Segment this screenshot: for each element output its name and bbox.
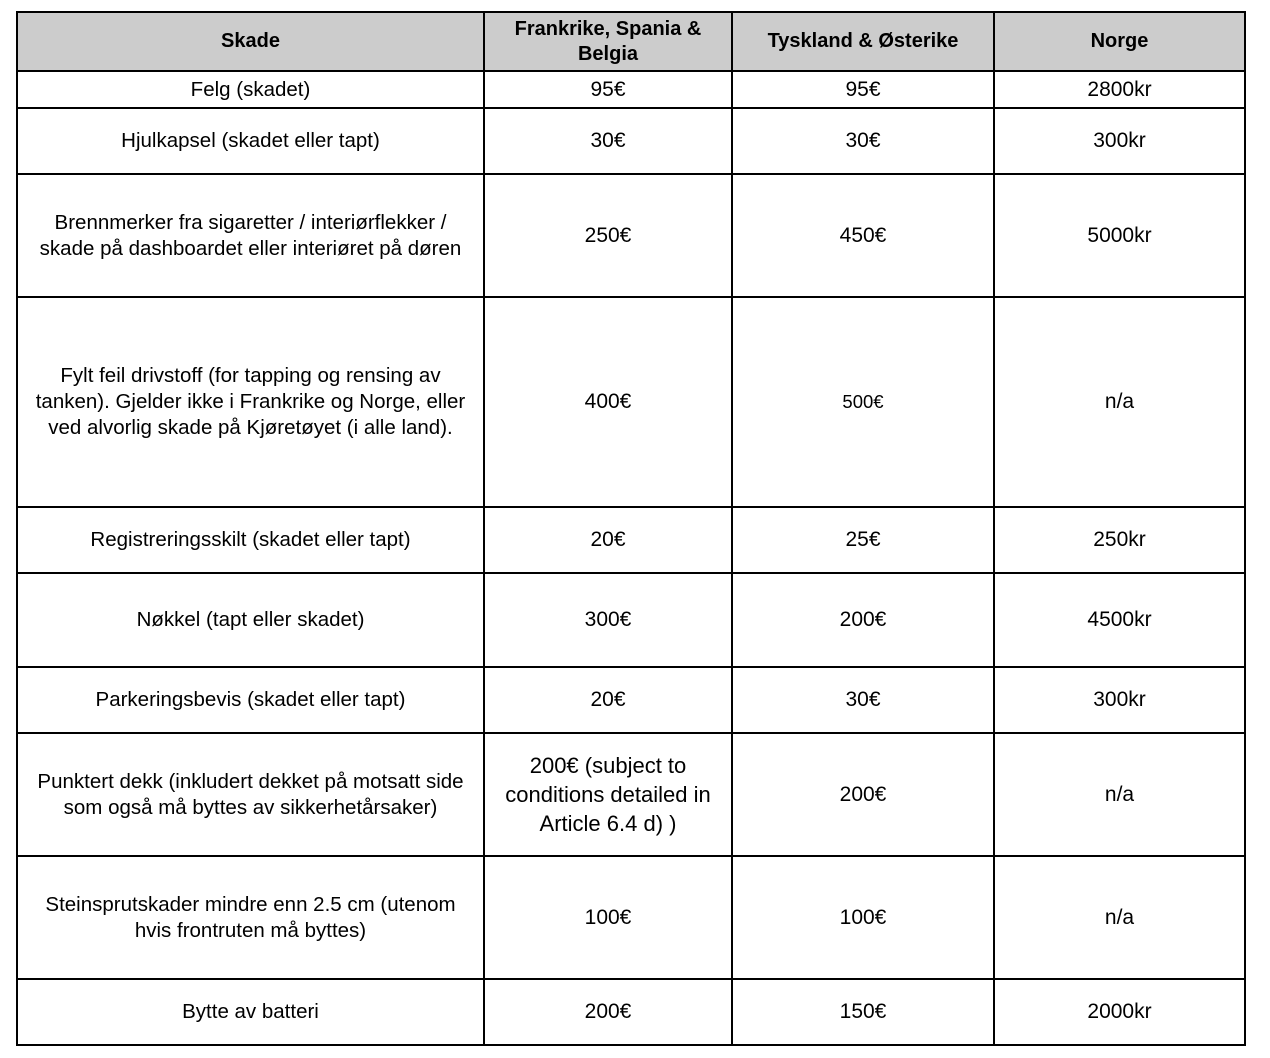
damage-cell: Hjulkapsel (skadet eller tapt) bbox=[17, 108, 484, 174]
damage-cell: Felg (skadet) bbox=[17, 71, 484, 108]
price-fr-es-be: 300€ bbox=[484, 573, 732, 667]
price-no: 5000kr bbox=[994, 174, 1245, 297]
price-no: 4500kr bbox=[994, 573, 1245, 667]
damage-cell: Brennmerker fra sigaretter / interiørflekker / skade på dashboardet eller interiøret på døren bbox=[17, 174, 484, 297]
price-fr-es-be: 20€ bbox=[484, 667, 732, 733]
price-de-at: 200€ bbox=[732, 573, 994, 667]
price-no: 250kr bbox=[994, 507, 1245, 573]
price-no: n/a bbox=[994, 297, 1245, 507]
damage-cell: Steinsprutskader mindre enn 2.5 cm (utenom hvis frontruten må byttes) bbox=[17, 856, 484, 979]
header-france-spain-belgium: Frankrike, Spania & Belgia bbox=[484, 12, 732, 71]
table-row bbox=[17, 733, 1245, 856]
price-de-at: 450€ bbox=[732, 174, 994, 297]
table-row bbox=[17, 297, 1245, 507]
damage-price-table bbox=[16, 11, 1246, 1046]
price-no: n/a bbox=[994, 733, 1245, 856]
table-row bbox=[17, 108, 1245, 174]
table-row bbox=[17, 174, 1245, 297]
price-de-at: 30€ bbox=[732, 667, 994, 733]
damage-cell: Fylt feil drivstoff (for tapping og rensing av tanken). Gjelder ikke i Frankrike og Norge, eller ved alvorlig skade på Kjøretøyet (i alle land). bbox=[17, 297, 484, 507]
price-no: 2800kr bbox=[994, 71, 1245, 108]
table-row bbox=[17, 573, 1245, 667]
price-fr-es-be: 250€ bbox=[484, 174, 732, 297]
price-fr-es-be: 400€ bbox=[484, 297, 732, 507]
header-norway: Norge bbox=[994, 12, 1245, 71]
price-fr-es-be: 30€ bbox=[484, 108, 732, 174]
price-de-at: 500€ bbox=[732, 297, 994, 507]
table-row bbox=[17, 667, 1245, 733]
price-fr-es-be: 100€ bbox=[484, 856, 732, 979]
price-fr-es-be: 200€ bbox=[484, 979, 732, 1045]
price-de-at: 95€ bbox=[732, 71, 994, 108]
table-row bbox=[17, 856, 1245, 979]
header-germany-austria: Tyskland & Østerike bbox=[732, 12, 994, 71]
price-de-at: 30€ bbox=[732, 108, 994, 174]
price-no: 300kr bbox=[994, 667, 1245, 733]
damage-cell: Registreringsskilt (skadet eller tapt) bbox=[17, 507, 484, 573]
price-de-at: 25€ bbox=[732, 507, 994, 573]
price-fr-es-be: 200€ (subject to conditions detailed in Article 6.4 d) ) bbox=[484, 733, 732, 856]
header-damage: Skade bbox=[17, 12, 484, 71]
damage-cell: Bytte av batteri bbox=[17, 979, 484, 1045]
price-de-at: 200€ bbox=[732, 733, 994, 856]
price-de-at: 150€ bbox=[732, 979, 994, 1045]
table-header-row bbox=[17, 12, 1245, 71]
table-row bbox=[17, 507, 1245, 573]
price-fr-es-be: 20€ bbox=[484, 507, 732, 573]
price-no: n/a bbox=[994, 856, 1245, 979]
table-row bbox=[17, 979, 1245, 1045]
damage-cell: Punktert dekk (inkludert dekket på motsatt side som også må byttes av sikkerhetårsaker) bbox=[17, 733, 484, 856]
price-no: 2000kr bbox=[994, 979, 1245, 1045]
price-no: 300kr bbox=[994, 108, 1245, 174]
price-fr-es-be: 95€ bbox=[484, 71, 732, 108]
damage-cell: Parkeringsbevis (skadet eller tapt) bbox=[17, 667, 484, 733]
damage-cell: Nøkkel (tapt eller skadet) bbox=[17, 573, 484, 667]
price-de-at: 100€ bbox=[732, 856, 994, 979]
table-row bbox=[17, 71, 1245, 108]
